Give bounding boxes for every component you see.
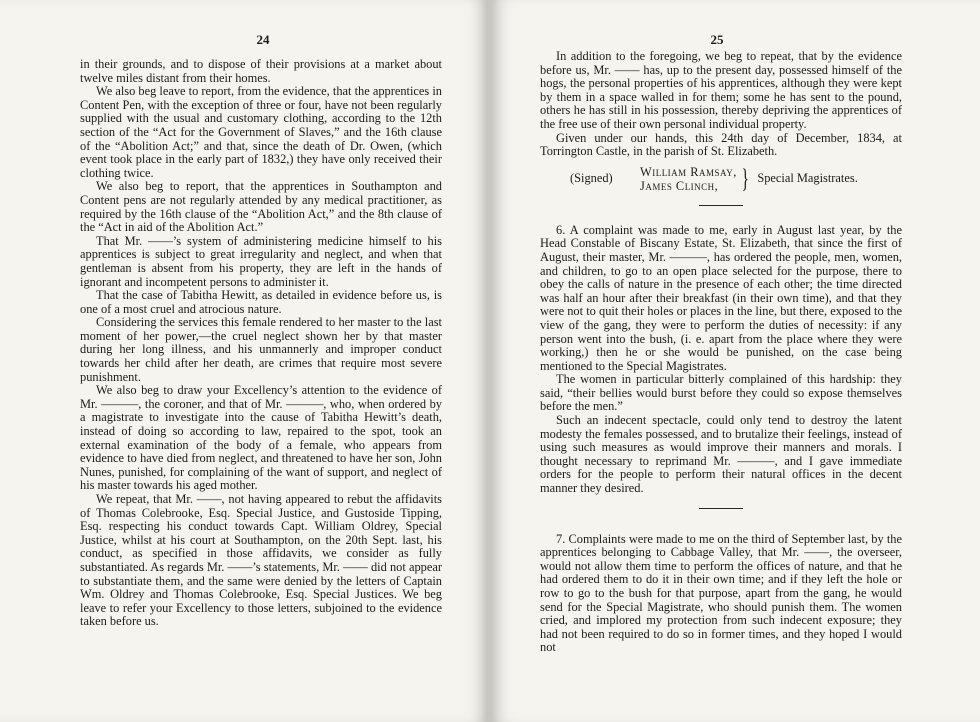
paragraph: We also beg to draw your Excellency’s attention to the evidence of Mr. ———, the coroner, and that of Mr. ———, who, when ordered by a magistrate to investigate into the cause of Tabitha Hewitt’s death, instead of doing so according to law, repaired to the spot, took an external examination of the body of a female, who appears from evidence to have died from neglect, and threatened to have her son, John Nunes, punished, for complaining of the want of support, and neglect of his master towards his aged mother.: [80, 383, 442, 493]
signatory-name: James Clinch,: [640, 178, 719, 193]
left-page-text: [80, 58, 442, 629]
paragraph: Such an indecent spectacle, could only tend to destroy the latent modesty the females possessed, and to brutalize their feelings, instead of using such measures as would improve their manners and morals. I thought necessary to reprimand Mr. ———, and I gave immediate orders for the people to perform their natural offices in the decent manner they desired.: [540, 413, 902, 496]
left-page: [0, 0, 488, 722]
paragraph: That Mr. ——’s system of administering medicine himself to his apprentices is subject to great irregularity and neglect, and when that gentleman is absent from his property, they are left in the hands of ignorant and incompetent persons to administer it.: [80, 233, 442, 289]
signatory-names: [640, 165, 737, 193]
paragraph: in their grounds, and to dispose of their provisions at a market about twelve miles distant from their homes.: [80, 57, 442, 85]
signatory-name: William Ramsay,: [640, 164, 737, 179]
signature-block: [570, 165, 902, 193]
paragraph: 6. A complaint was made to me, early in August last year, by the Head Constable of Biscany Estate, St. Elizabeth, that since the first of August, their master, Mr. ———, has ordered the people, men, women, and children, to go to an open place selected for the purpose, there to obey the calls of nature in the presence of each other; the time directed was half an hour after their breakfast (in their own time), and that they were not to quit their holes or places in the line, but there, exposed to the view of the gang, they were to perform the duties of necessity: if any person went into the bush, (i. e. apart from the place where they were working,) then he or she would be punished, on the case being mentioned to the Special Magistrates.: [540, 222, 902, 373]
paragraph: Considering the services this female rendered to her master to the last moment of her power,—the cruel neglect shown her by that master during her long illness, and his unmannerly and improper conduct towards her child after her death, are crimes that require most severe punishment.: [80, 315, 442, 384]
paragraph: We also beg leave to report, from the evidence, that the apprentices in Content Pen, with the exception of three or four, have not been regularly supplied with the usual and customary clothing, according to the 12th section of the “Act for the Government of Slaves,” and the 16th clause of the “Abolition Act;” and that, since the death of Dr. Owen, (which event took place in the early part of 1832,) they have only received their clothing twice.: [80, 84, 442, 180]
paragraph: That the case of Tabitha Hewitt, as detailed in evidence before us, is one of a most cruel and atrocious nature.: [80, 288, 442, 316]
page-number-right: 25: [710, 32, 724, 47]
section-divider: [699, 508, 743, 509]
section-divider: [699, 205, 743, 206]
paragraph: We also beg to report, that the apprentices in Southampton and Content pens are not regularly attended by any medical practitioner, as required by the 16th clause of the “Abolition Act,” and the 8th clause of the “Act in aid of the Abolition Act.”: [80, 179, 442, 235]
right-page: [492, 0, 980, 722]
paragraph: In addition to the foregoing, we beg to repeat, that by the evidence before us, Mr. —— has, up to the present day, possessed himself of the hogs, the personal properties of his apprentices, although they were kept by them in a space walled in for them; some he has sent to the pound, others he has still in his possession, thereby depriving the apprentices of the free use of their own personal individual property.: [540, 49, 902, 131]
page-number-left: 24: [256, 32, 270, 47]
paragraph: The women in particular bitterly complained of this hardship: they said, “their bellies would burst before they could so expose themselves before the men.”: [540, 372, 902, 414]
paragraph: 7. Complaints were made to me on the third of September last, by the apprentices belonging to Cabbage Valley, that Mr. ——, the overseer, would not allow them time to perform the offices of nature, and that he had ordered them to do it in their own time; and if they left the hole or row to go to the bush for that purpose, apart from the gang, he would send for the Special Magistrate, who should punish them. The women cried, and implored my protection from such indecent exposure; they had not been required to do so in former times, and they hoped I would not: [540, 531, 902, 655]
signed-label: (Signed): [570, 170, 613, 185]
paragraph: Given under our hands, this 24th day of December, 1834, at Torrington Castle, in the parish of St. Elizabeth.: [540, 130, 902, 159]
signatory-title: Special Magistrates.: [757, 170, 858, 185]
brace-glyph: }: [741, 163, 749, 193]
paragraph: We repeat, that Mr. ——, not having appeared to rebut the affidavits of Thomas Colebrooke, Esq. Special Justice, and Gustoside Tipping, Esq. respecting his conduct towards Capt. William Oldrey, Special Justice, whilst at his court at Southampton, on the 20th Sept. last, his conduct, as specified in those affidavits, we consider as fully substantiated. As regards Mr. ——’s statements, Mr. —— did not appear to substantiate them, and the same were denied by the letters of Captain Wm. Oldrey and Thomas Colebrooke, Esq. Special Justices. We beg leave to refer your Excellency to those letters, subjoined to the evidence taken before us.: [80, 492, 442, 629]
right-page-text: [540, 50, 902, 655]
